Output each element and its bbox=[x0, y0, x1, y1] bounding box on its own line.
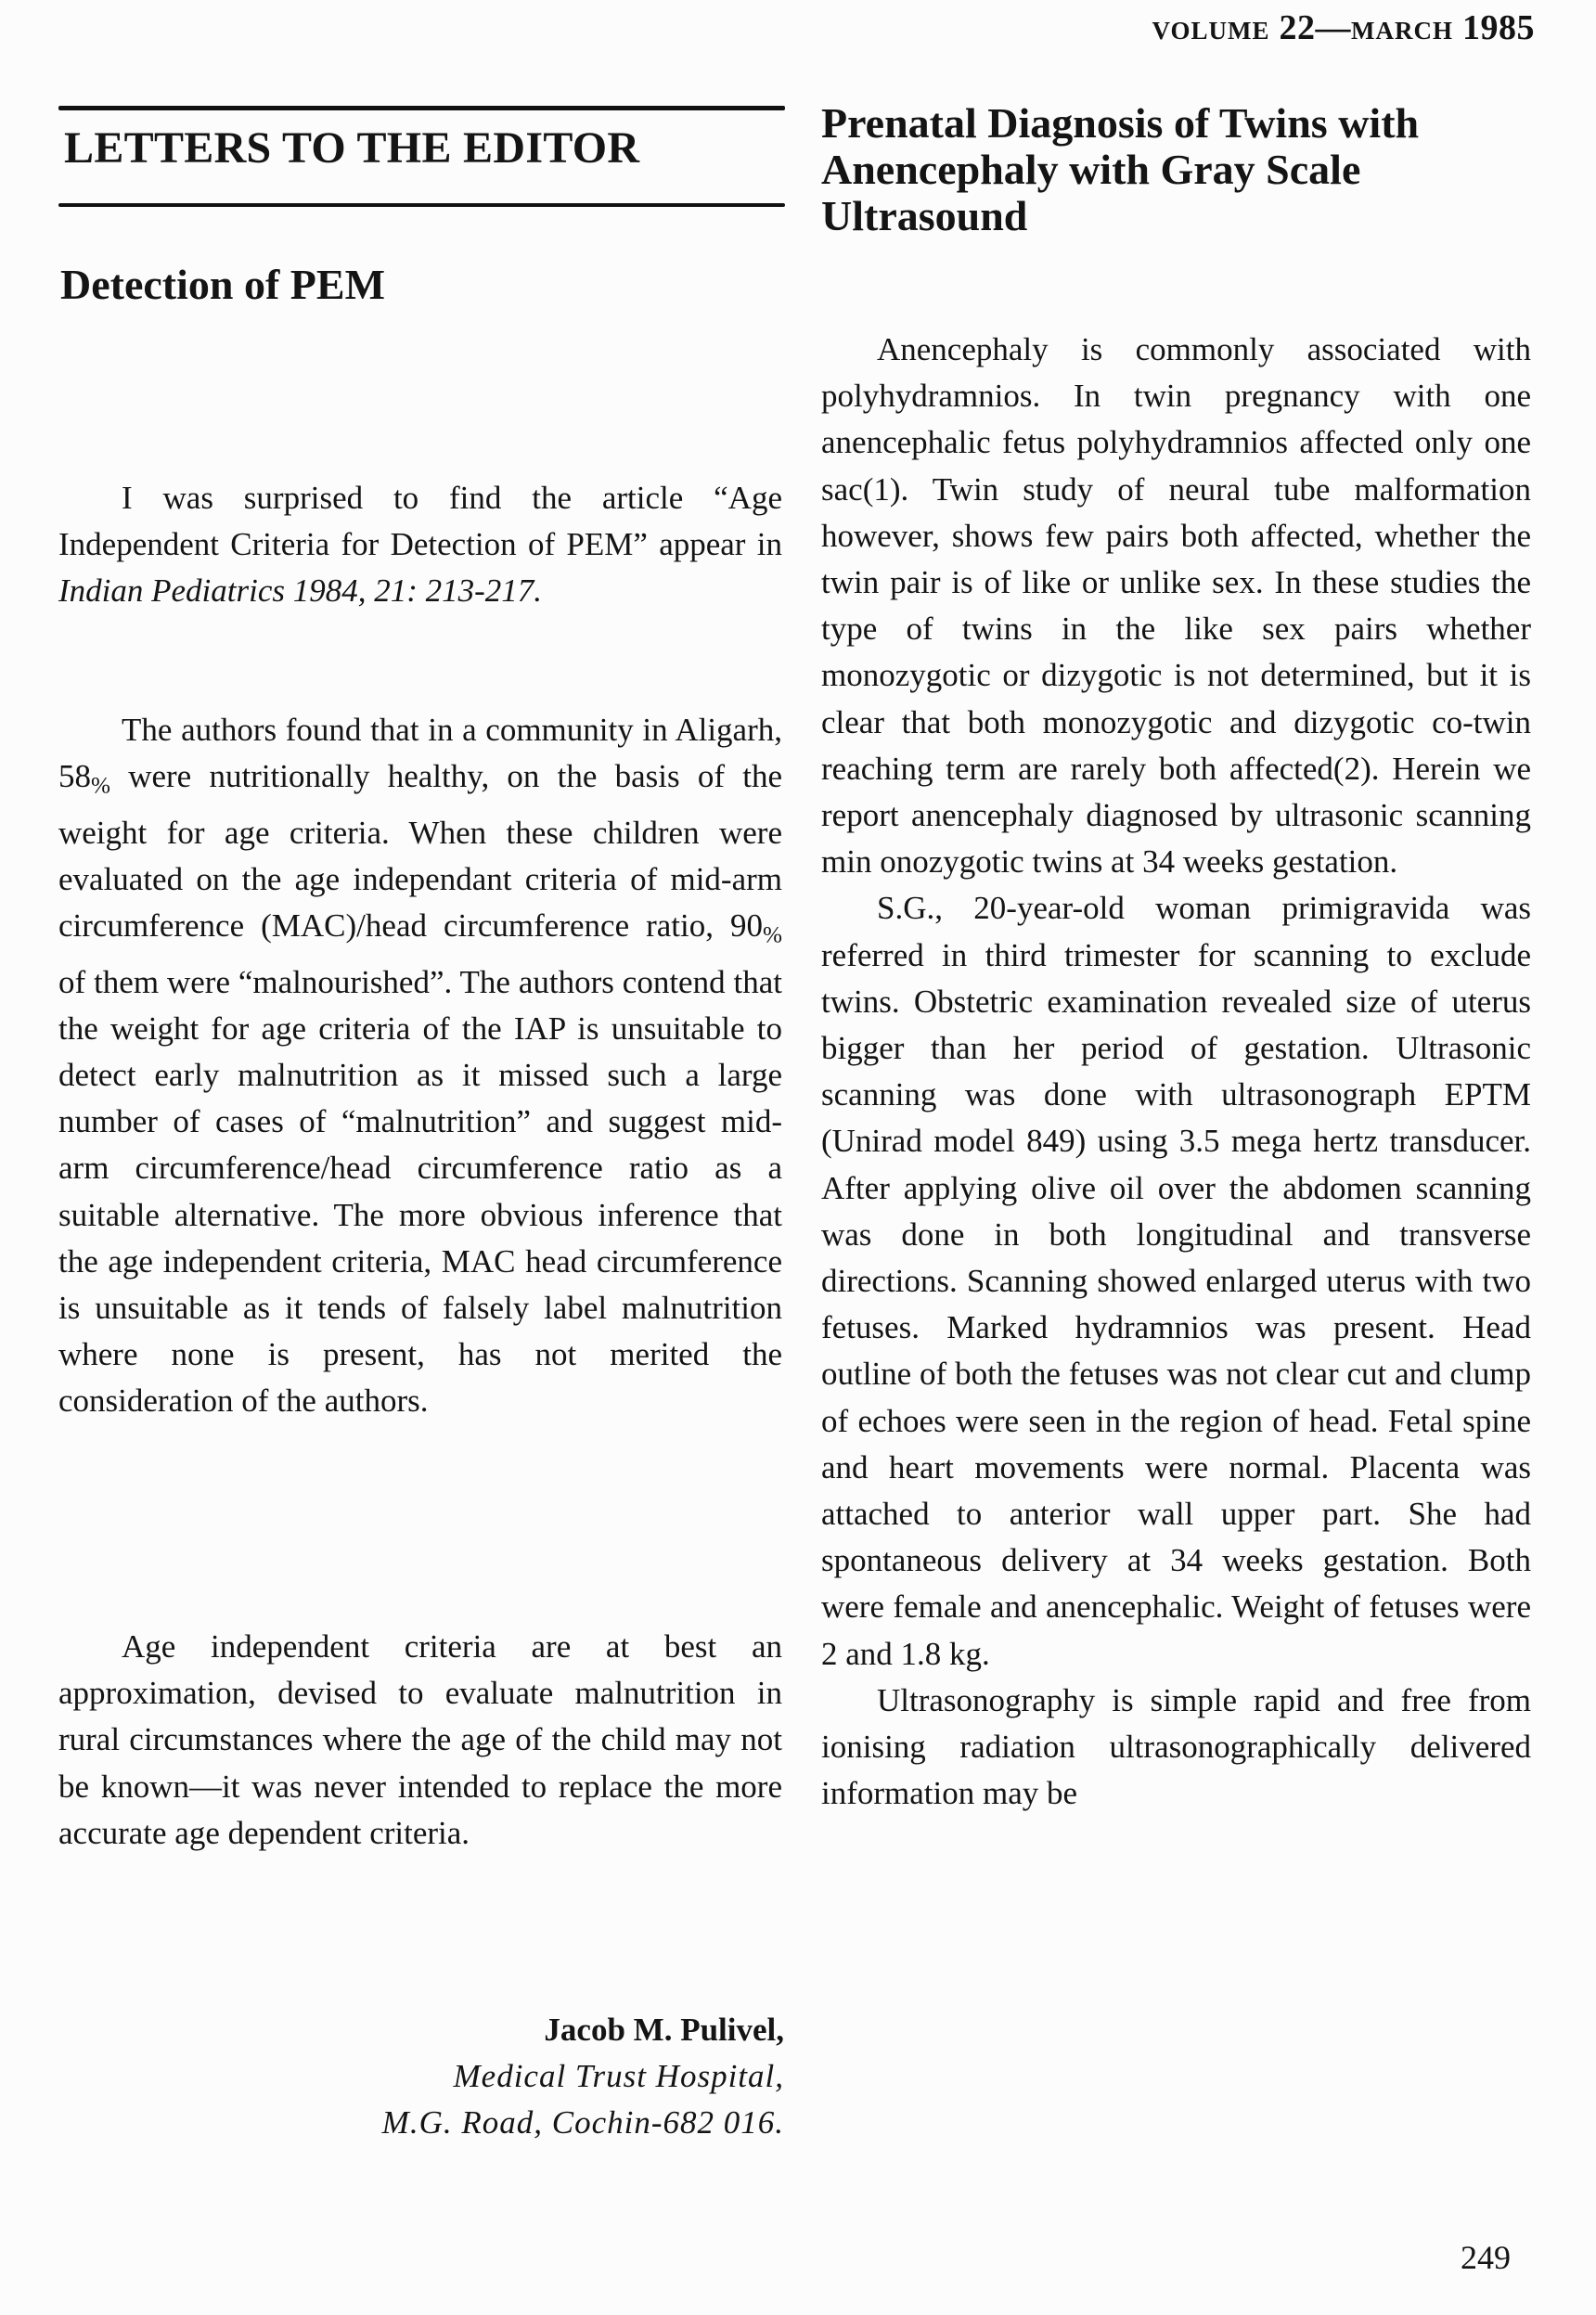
article-title: Prenatal Diagnosis of Twins with Anencephaly with Gray Scale Ultrasound bbox=[821, 99, 1420, 239]
letter-paragraph-2 bbox=[58, 707, 782, 1425]
percent-sign: % bbox=[91, 773, 110, 799]
volume-label: VOLUME bbox=[1152, 17, 1270, 45]
page-number: 249 bbox=[1461, 2239, 1511, 2276]
article-paragraph-1: Anencephaly is commonly associated with polyhydramnios. In twin pregnancy with one anencephalic fetus polyhydramnios affected only one sac(1). Twin study of neural tube malformation however, shows few pairs both affected, whether the twin pair is of like or unlike sex. In these studies the type of twins in the like sex pairs whether monozygotic or dizygotic is not determined, but it is clear that both monozygotic and dizygotic co-twin reaching term are rarely both affected(2). Herein we report anencephaly diagnosed by ultrasonic scanning min onozygotic twins at 34 weeks gestation. bbox=[821, 331, 1531, 881]
citation-reference: 1984, 21: 213-217. bbox=[292, 572, 543, 610]
section-title: LETTERS TO THE EDITOR bbox=[64, 123, 640, 173]
article-paragraph-3: Ultrasonography is simple rapid and free from ionising radiation ultrasonographically delivered information may be bbox=[821, 1681, 1531, 1812]
article-body bbox=[821, 327, 1531, 1818]
running-head bbox=[1152, 7, 1535, 48]
author-affiliation: Medical Trust Hospital, bbox=[453, 2058, 784, 2094]
letter-signature bbox=[382, 2007, 784, 2146]
letter-paragraph-3 bbox=[58, 1624, 782, 1857]
issue-month: MARCH bbox=[1351, 17, 1453, 45]
section-rule-bottom bbox=[58, 203, 785, 207]
author-name: Jacob M. Pulivel, bbox=[544, 2012, 784, 2048]
paragraph-text: Age independent criteria are at best an approximation, devised to evaluate malnutrition in rural circumstances where the age of the child may not be known—it was never intended to replace the more accurate age dependent criteria. bbox=[58, 1628, 782, 1851]
letter-paragraph-1 bbox=[58, 475, 782, 615]
paragraph-text: The authors found that in a community in Aligarh, 58 bbox=[58, 712, 782, 795]
volume-number: 22 bbox=[1279, 8, 1316, 47]
issue-year: 1985 bbox=[1462, 8, 1535, 47]
section-rule-top bbox=[58, 106, 785, 110]
paragraph-text: I was surprised to find the article “Age Independent Criteria for Detection of PEM” appear in bbox=[58, 480, 782, 563]
percent-sign: % bbox=[763, 922, 782, 948]
author-address: M.G. Road, Cochin-682 016. bbox=[381, 2104, 784, 2141]
letter-title: Detection of PEM bbox=[60, 261, 385, 308]
paragraph-text: were nutritionally healthy, on the basis of the weight for age criteria. When these children were evaluated on the age independant criteria of mid-arm circumference (MAC)/head circumference ratio, 90 bbox=[58, 758, 782, 945]
article-paragraph-2: S.G., 20-year-old woman primigravida was referred in third trimester for scanning to exclude twins. Obstetric examination revealed size of uterus bigger than her period of gestation. Ultrasonic scanning was done with ultrasonograph EPTM (Unirad model 849) using 3.5 mega hertz transducer. After applying olive oil over the abdomen scanning was done in both longitudinal and transverse directions. Scanning showed enlarged uterus with two fetuses. Marked hydramnios was present. Head outline of both the fetuses was not clear cut and clump of echoes were seen in the region of head. Fetal spine and heart movements were normal. Placenta was attached to anterior wall upper part. She had spontaneous delivery at 34 weeks gestation. Both were female and anencephalic. Weight of fetuses were 2 and 1.8 kg. bbox=[821, 890, 1531, 1672]
paragraph-text: of them were “malnourished”. The authors contend that the weight for age criteria of the IAP is unsuitable to detect early malnutrition as it missed such a large number of cases of “malnutrition” and suggest mid-arm circumference/head circumference ratio as a suitable alternative. The more obvious inference that the age independent criteria, MAC head circumference is unsuitable as it tends of falsely label malnutrition where none is present, has not merited the consideration of the authors. bbox=[58, 963, 782, 1420]
dash: — bbox=[1315, 8, 1352, 47]
citation-journal: Indian Pediatrics bbox=[58, 572, 285, 610]
